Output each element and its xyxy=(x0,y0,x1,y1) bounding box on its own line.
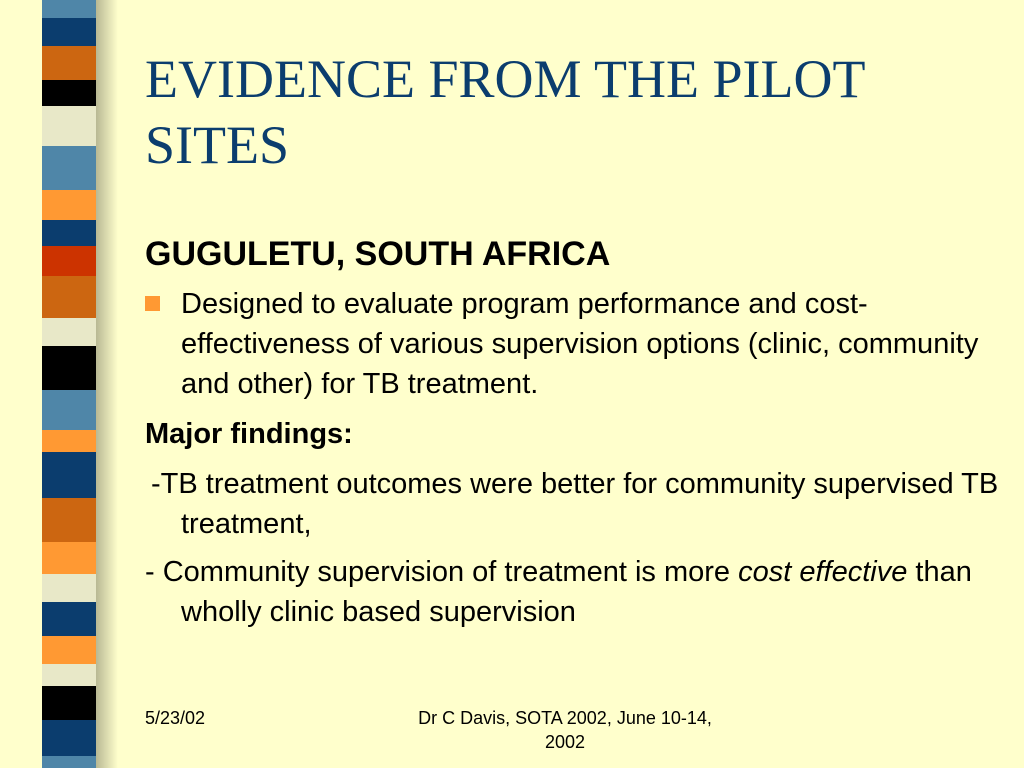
stripe-segment xyxy=(42,686,96,720)
stripe-segment xyxy=(42,430,96,452)
stripe-segment xyxy=(42,636,96,664)
finding-2-emphasis: cost effective xyxy=(738,556,908,588)
stripe-segment xyxy=(42,0,96,18)
decorative-stripe-bar xyxy=(42,0,96,768)
bullet-item xyxy=(145,284,1005,404)
stripe-segment xyxy=(42,318,96,346)
finding-2 xyxy=(145,552,1005,632)
slide-title: EVIDENCE FROM THE PILOT SITES xyxy=(145,49,865,175)
stripe-segment xyxy=(42,106,96,146)
stripe-segment xyxy=(42,452,96,498)
stripe-segment xyxy=(42,498,96,542)
stripe-segment xyxy=(42,574,96,602)
stripe-segment xyxy=(42,664,96,686)
footer-credit: Dr C Davis, SOTA 2002, June 10-14, 2002 xyxy=(418,708,712,752)
finding-2-prefix: - Community supervision of treatment is more xyxy=(145,556,739,588)
finding-2-suffix: than wholly clinic based supervision xyxy=(181,556,972,628)
footer-date: 5/23/02 xyxy=(145,708,206,728)
stripe-segment xyxy=(42,190,96,220)
stripe-segment xyxy=(42,80,96,106)
stripe-segment xyxy=(42,602,96,636)
stripe-segment xyxy=(42,756,96,768)
findings-label: Major findings: xyxy=(145,418,353,450)
stripe-segment xyxy=(42,46,96,80)
stripe-segment xyxy=(42,220,96,246)
finding-1 xyxy=(145,464,1005,544)
stripe-segment xyxy=(42,542,96,574)
slide-body xyxy=(145,232,1005,640)
finding-1-text: -TB treatment outcomes were better for community supervised TB treatment, xyxy=(151,468,999,540)
stripe-pattern xyxy=(42,0,96,768)
stripe-segment xyxy=(42,276,96,318)
stripe-segment xyxy=(42,720,96,756)
site-subheading: GUGULETU, SOUTH AFRICA xyxy=(145,235,611,273)
stripe-segment xyxy=(42,246,96,276)
bullet-text: Designed to evaluate program performance and cost-effectiveness of various supervision options (clinic, community and other) for TB treatment. xyxy=(181,288,979,400)
stripe-segment xyxy=(42,346,96,390)
stripe-shadow xyxy=(96,0,118,768)
stripe-segment xyxy=(42,390,96,430)
stripe-segment xyxy=(42,146,96,190)
square-bullet-icon xyxy=(145,296,160,311)
stripe-segment xyxy=(42,18,96,46)
